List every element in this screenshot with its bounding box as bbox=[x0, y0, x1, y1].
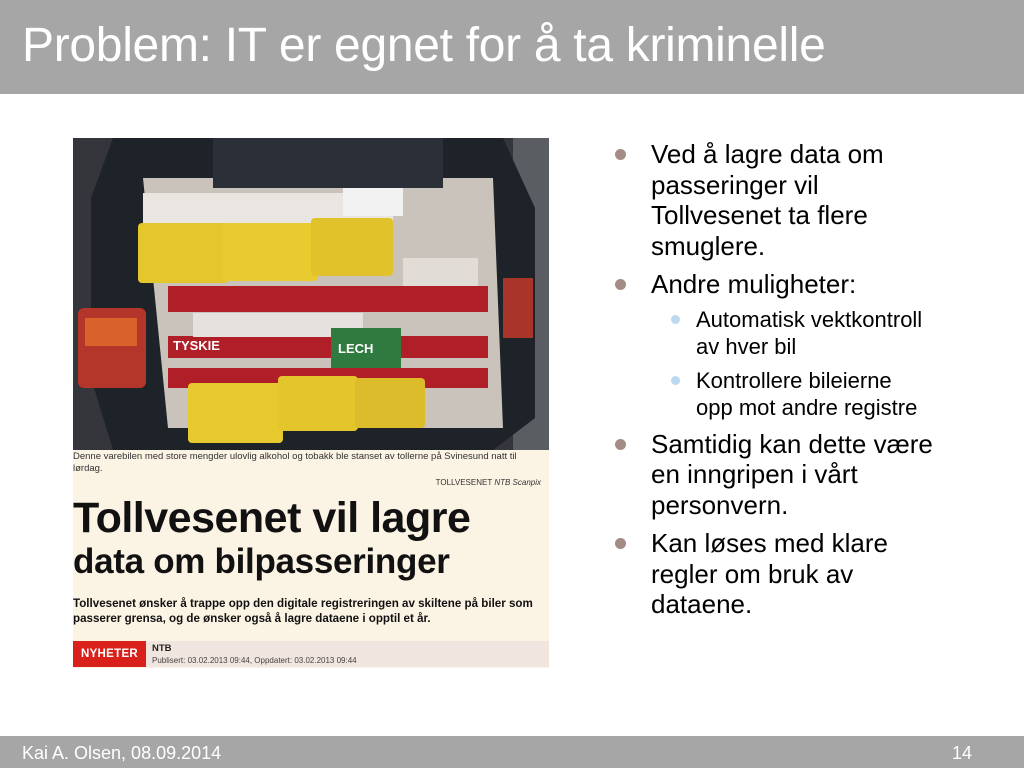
bullet-icon bbox=[615, 439, 626, 450]
page-number: 14 bbox=[951, 743, 972, 763]
bullet-icon bbox=[615, 538, 626, 549]
article-lead: Tollvesenet ønsker å trappe opp den digitale registreringen av skiltene på biler som passerer grensa, og de ønsker også å lagre dataene i opptil et år. bbox=[73, 597, 533, 625]
sub-bullet-item bbox=[651, 367, 934, 421]
bullet-item bbox=[614, 269, 934, 421]
bullet-list bbox=[614, 139, 934, 628]
photo-credit-source: TOLLVESENET bbox=[435, 478, 493, 487]
slide-title: Problem: IT er egnet for å ta kriminelle bbox=[22, 19, 826, 72]
title-bar bbox=[0, 0, 1024, 94]
bullet-item bbox=[614, 528, 934, 620]
article-headline-line2: data om bilpasseringer bbox=[73, 542, 450, 581]
bullet-icon bbox=[615, 279, 626, 290]
news-clipping bbox=[73, 138, 549, 668]
article-headline-line1: Tollvesenet vil lagre bbox=[73, 494, 471, 542]
bullet-text: Andre muligheter: bbox=[651, 269, 857, 299]
sub-bullet-icon bbox=[671, 315, 680, 324]
bullet-item bbox=[614, 429, 934, 521]
footer-bar bbox=[0, 736, 1024, 768]
sub-bullet-item bbox=[651, 306, 934, 360]
article-source: NTB bbox=[152, 643, 172, 654]
sub-bullet-list bbox=[651, 306, 934, 421]
photo-caption: Denne varebilen med store mengder ulovlig alkohol og tobakk ble stanset av tollerne på Svinesund natt til lørdag. bbox=[73, 451, 517, 474]
bullet-item bbox=[614, 139, 934, 261]
bullet-text: Ved å lagre data om passeringer vil Tollvesenet ta flere smuglere. bbox=[651, 139, 884, 261]
tyskie-label: TYSKIE bbox=[173, 338, 220, 353]
bullet-icon bbox=[615, 149, 626, 160]
photo-credit bbox=[436, 478, 541, 487]
bullet-text: Samtidig kan dette være en inngripen i vårt personvern. bbox=[651, 428, 933, 520]
section-badge: NYHETER bbox=[73, 641, 146, 667]
bullet-text: Kan løses med klare regler om bruk av dataene. bbox=[651, 528, 888, 619]
lech-label: LECH bbox=[338, 341, 374, 356]
sub-bullet-text: Kontrollere bileierne opp mot andre registre bbox=[696, 367, 918, 420]
car-trunk-photo bbox=[73, 138, 549, 450]
sub-bullet-icon bbox=[671, 376, 680, 385]
photo-credit-agency: NTB Scanpix bbox=[494, 478, 541, 487]
article-dates: Publisert: 03.02.2013 09:44, Oppdatert: 03.02.2013 09:44 bbox=[152, 656, 357, 665]
footer-author-date: Kai A. Olsen, 08.09.2014 bbox=[22, 743, 222, 763]
sub-bullet-text: Automatisk vektkontroll av hver bil bbox=[696, 306, 923, 359]
